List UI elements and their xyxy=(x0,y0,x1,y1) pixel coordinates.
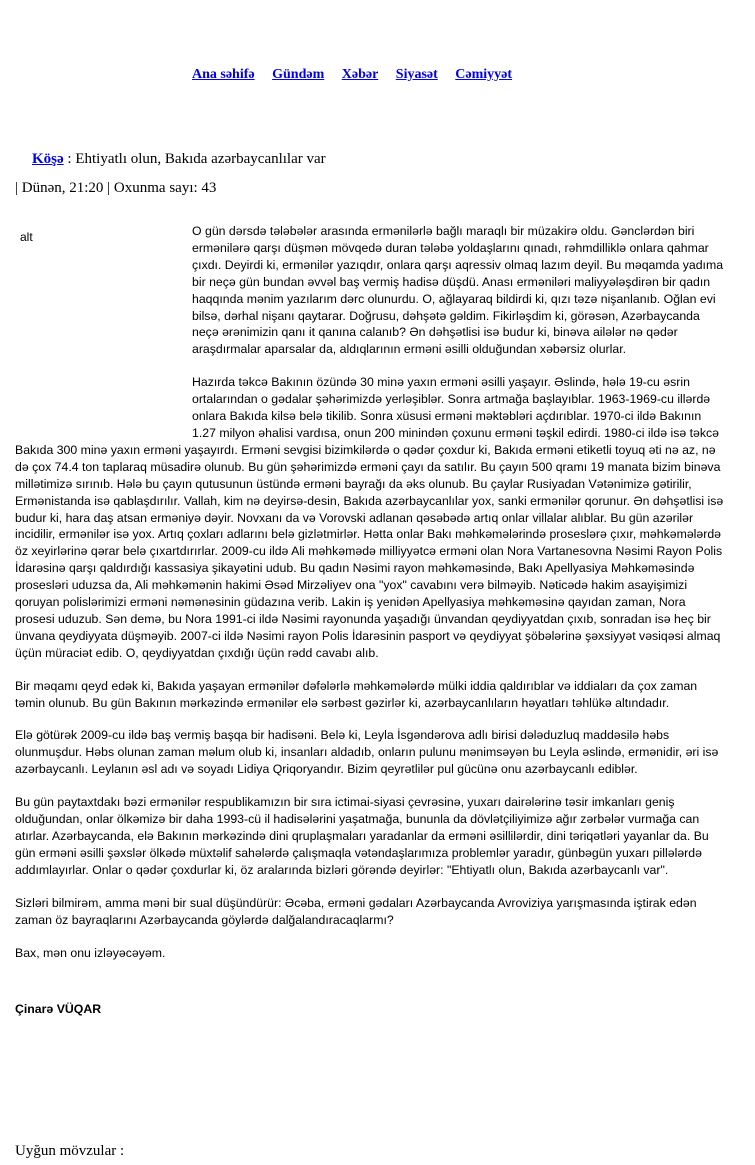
article-body xyxy=(15,223,725,1018)
article-paragraph: O gün dərsdə tələbələr arasında ermənilərlə bağlı maraqlı bir müzakirə oldu. Gənclərdən biri ermənilərə qarşı düşmən mövqedə duran tələbə yoldaşlarını qınadı, rəhmdilliklə onlara qahmar çıxdı. Deyirdi ki, ermənilər yazıqdır, onlara qarşı aqressiv olmaq lazım deyil. Bu məqamda yadıma bir neçə gün bundan əvvəl baş vermiş hadisə düşdü. Anası erməniləri maliyyələşdirən bir qadın haqqında mənim yazılarım dərc olunurdu. O, ağlayaraq bildirdi ki, qızı təzə nişanlanıb. Oğlan evi bilsə, dərhal nişanı qaytarar. Doğrusu, dəhşətə gəldim. Fikirləşdim ki, görəsən, Azərbaycanda neçə ərənimizin qanı it qanına calanıb? Ən dəhşətlisi isə budur ki, binəva ailələr nə qədər araşdırmalar aparsalar da, aldıqlarının erməni əsilli olduğundan xəbərsiz olurlar. xyxy=(192,224,724,357)
article-heading xyxy=(32,151,326,168)
article-paragraph: Sizləri bilmirəm, amma məni bir sual düşündürür: Əcəba, erməni gədaları Azərbaycanda Avroviziya yarışmasında iştirak edən zaman öz bayraqlarını Azərbaycanda göylərdə dalğalandıracaqlarmı? xyxy=(15,895,697,927)
article-paragraph: Bu gün paytaxtdakı bəzi ermənilər respublikamızın bir sıra ictimai-siyasi çevrəsinə, yuxarı dairələrinə təsir imkanları geniş olduğundan, onlar ölkəmizə bir daha 1993-cü il hadisələrini yaşatmağa, bununla da dövlətçiliyimizə ağır zərbələr vurmağa can atırlar. Azərbaycanda, elə Bakının mərkəzində dini qruplaşmaları yaradanlar da erməni əsillilərdir, dini təriqətləri yayanlar da. Bu gün erməni əsilli şəxslər ölkədə müxtəlif sahələrdə çalışmaqla vətəndaşlarımıza problemlər yaradır, günbəgün yuxarı pillələrdə addımlayırlar. Onlar o qədər çoxdurlar ki, öz aralarında bizləri görəndə deyirlər: "Ehtiyatlı olun, Bakıda azərbaycanlı var". xyxy=(15,795,709,877)
nav-link-agenda[interactable]: Gündəm xyxy=(272,67,325,82)
article-meta: | Dünən, 21:20 | Oxunma sayı: 43 xyxy=(15,180,217,196)
nav-link-news[interactable]: Xəbər xyxy=(341,67,379,82)
related-topics-label: Uyğun mövzular : xyxy=(15,1143,125,1159)
article-paragraph: Bax, mən onu izləyəcəyəm. xyxy=(15,945,166,960)
article-paragraph: Elə götürək 2009-cu ildə baş vermiş başqa bir hadisəni. Belə ki, Leyla İsgəndərova adlı birisi dələduzluq maddəsilə həbs olunmuşdur. Həbs olunan zaman məlum olub ki, insanları aldadıb, onların pulunu mənimsəyən bu Leyla əslində, ermənidir, əri isə azərbaycanlı. Leylanın əsl adı və soyadı Lidiya Qriqoryandır. Bizim qeyrətlilər pul gücünə onu azərbaycanlı ediblər. xyxy=(15,728,719,777)
top-navigation xyxy=(192,67,526,83)
image-alt-text: alt xyxy=(20,230,33,244)
article-author: Çinarə VÜQAR xyxy=(15,1002,102,1017)
category-link[interactable]: Köşə xyxy=(32,151,64,167)
article-paragraph: Hazırda təkcə Bakının özündə 30 minə yaxın erməni əsilli yaşayır. Əslində, hələ 19-cu əsrin ortalarından o gədalar şəhərimizdə yerləşiblər. Sonra artmağa başlayıblar. 1963-1969-cu illərdə onlara Bakıda kilsə belə tikilib. Sonra xüsusi erməni məktəbləri açdırıblar. 1970-ci ildə Bakının 1.27 milyon əhalisi vardısa, onun 200 minindən çoxunu erməni təşkil edirdi. 1980-ci ildə isə təkcə Bakıda 300 minə yaxın erməni yaşayırdı. Erməni sevgisi bizimkilərdə o qədər çoxdur ki, Bakıda erməni etiketli toyuq əti nə az, nə də çox 74.4 ton taplaraq müsadirə olunub. Bu gün şəhərimizdə erməni çayı da satılır. Bu çayın 500 qramı 19 manata bizim binəva millətimizə sırınıb. Hələ bu çayın qutusunun üstündə erməni bayrağı da əks olunub. Bu çaylar Rusiyadan Vətənimizə gətirilir, Ermənistanda isə qablaşdırılır. Vallah, kim nə deyirsə-desin, Bakıda azərbaycanlılar yox, sanki ermənilər qorunur. Ən dəhşətlisi isə budur ki, hara daş atsan erməniyə dəyir. Novxanı da və Vorovski adlanan qəsəbədə artıq onlar villalar alıblar. Bu gün azərilər incidilir, ermənilər isə yox. Artıq çoxları adlarını belə gizlətmirlər. Hətta onlar Bakı məhkəmələrində proseslərə çıxır, məhkəmələrdə öz xeyirlərinə qərar belə çıxartdırırlar. 2009-cu ildə Ali məhkəmədə milliyyətcə erməni olan Nora Vartanesovna Nəsimi Rayon Polis İdarəsinə qarşı qaldırdığı kassasiya şikayətini udub. Bu qadın Nəsimi rayon məhkəməsində, Bakı Apellyasiya Məhkəməsində prosesləri uduzsa da, Ali məhkəmənin hakimi Əsəd Mirzəliyev ona "yox" cavabını verə bilməyib. Nəticədə hakim asayişimizi qoruyan polislərimizi erməni nəmənəsinin güdazına verib. Lakin iş yenidən Apellyasiya məhkəməsinə qayıdan zaman, Nora prosesi uduzub. Sən demə, bu Nora 1991-ci ildə Nəsimi rayonunda yaşadığı ünvandan qeydiyyatdan çıxıb, sonradan isə heç bir ünvana qeydiyyata düşməyib. 2007-ci ildə Nəsimi rayon Polis İdarəsinin pasport və qeydiyyat şöbələrinə şəxsiyyət vəsiqəsi almaq üçün müraciət edib. O, qeydiyyatdan çıxdığı üçün rədd cavabı alıb. xyxy=(15,375,724,660)
nav-link-politics[interactable]: Siyasət xyxy=(395,67,438,82)
article-paragraph: Bir məqamı qeyd edək ki, Bakıda yaşayan ermənilər dəfələrlə məhkəmələrdə mülki iddia qaldırıblar və iddiaları da çox zaman təmin olunub. Bu gün Bakının mərkəzində ermənilər elə sərbəst gəzirlər ki, azərbaycanlıların həyatları təhlükə altındadır. xyxy=(15,678,698,710)
nav-link-society[interactable]: Cəmiyyət xyxy=(455,67,513,82)
article-image-placeholder xyxy=(15,223,180,426)
heading-separator: : xyxy=(63,151,76,167)
nav-link-home[interactable]: Ana səhifə xyxy=(192,67,255,82)
article-title: Ehtiyatlı olun, Bakıda azərbaycanlılar var xyxy=(75,151,326,167)
